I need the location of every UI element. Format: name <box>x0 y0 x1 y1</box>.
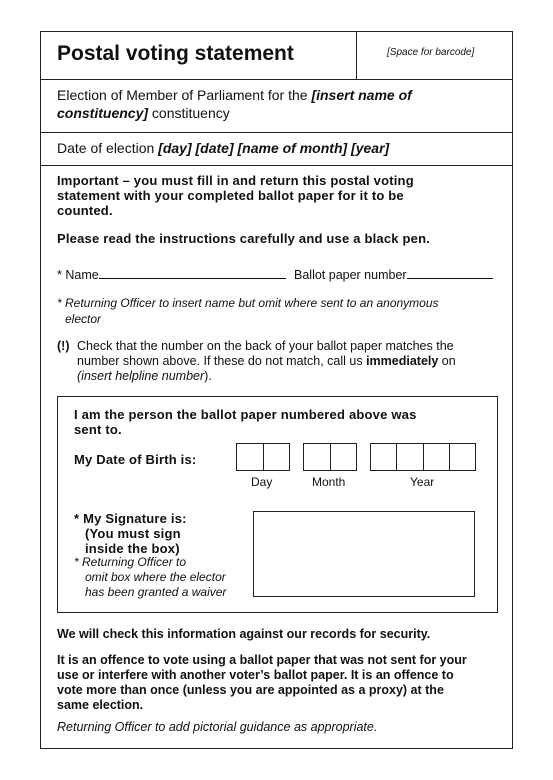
important-line-1: Important – you must fill in and return this postal voting <box>57 173 414 188</box>
offence-line-3: vote more than once (unless you are appointed as a proxy) at the <box>57 683 444 697</box>
pictorial-guidance-note: Returning Officer to add pictorial guidance as appropriate. <box>57 720 378 734</box>
date-placeholder: [day] [date] [name of month] [year] <box>158 140 390 156</box>
barcode-placeholder: [Space for barcode] <box>387 47 475 58</box>
signature-hint-1: (You must sign <box>85 526 181 541</box>
ballot-number-line[interactable] <box>407 266 493 279</box>
election-line-1: Election of Member of Parliament for the [insert name of <box>57 87 412 103</box>
instructions: Please read the instructions carefully and use a black pen. <box>57 231 431 246</box>
constituency-placeholder: [insert name of <box>311 87 412 103</box>
dob-month-digit[interactable] <box>304 444 331 470</box>
name-label: * Name <box>57 268 99 282</box>
dob-year-digit[interactable] <box>371 444 397 470</box>
ro-note-line-2: elector <box>65 312 102 326</box>
ro-signature-note-3: has been granted a waiver <box>85 585 227 599</box>
election-date: Date of election [day] [date] [name of month] [year] <box>57 140 390 156</box>
dob-day-boxes[interactable] <box>236 443 290 471</box>
identity-box <box>57 396 498 613</box>
check-line-3: (insert helpline number). <box>77 369 212 383</box>
name-line[interactable] <box>99 266 286 279</box>
signature-label: * My Signature is: <box>74 511 187 526</box>
ro-note-line-1: * Returning Officer to insert name but omit where sent to an anonymous <box>57 296 439 310</box>
dob-month-boxes[interactable] <box>303 443 357 471</box>
security-notice: We will check this information against our records for security. <box>57 627 431 641</box>
dob-year-digit[interactable] <box>450 444 475 470</box>
offence-line-4: same election. <box>57 698 144 712</box>
dob-day-label: Day <box>251 475 273 489</box>
warning-marker: (!) <box>57 339 70 353</box>
ro-signature-note-1: * Returning Officer to <box>74 555 187 569</box>
dob-year-digit[interactable] <box>397 444 423 470</box>
header-row <box>41 32 512 80</box>
dob-month-digit[interactable] <box>331 444 357 470</box>
page-title: Postal voting statement <box>57 42 294 65</box>
signature-box[interactable] <box>253 511 475 597</box>
dob-year-boxes[interactable] <box>370 443 476 471</box>
postal-voting-statement-form <box>40 31 513 749</box>
check-line-2: number shown above. If these do not match, call us immediately on <box>77 354 456 368</box>
barcode-area <box>356 32 513 79</box>
dob-month-label: Month <box>312 475 346 489</box>
identity-statement-1: I am the person the ballot paper numbered above was <box>74 407 417 422</box>
important-line-2: statement with your completed ballot paper for it to be <box>57 188 404 203</box>
dob-year-label: Year <box>410 475 435 489</box>
signature-hint-2: inside the box) <box>85 541 180 556</box>
check-line-1: Check that the number on the back of your ballot paper matches the <box>77 339 454 353</box>
dob-day-digit[interactable] <box>264 444 290 470</box>
dob-day-digit[interactable] <box>237 444 264 470</box>
identity-statement-2: sent to. <box>74 422 122 437</box>
dob-label: My Date of Birth is: <box>74 452 197 467</box>
election-row <box>41 79 512 133</box>
offence-line-2: use or interfere with another voter’s ballot paper. It is an offence to <box>57 668 454 682</box>
name-field[interactable] <box>57 266 286 283</box>
ballot-number-label: Ballot paper number <box>294 268 407 282</box>
dob-year-digit[interactable] <box>424 444 450 470</box>
election-date-row <box>41 132 512 166</box>
ballot-number-field[interactable] <box>294 266 493 283</box>
ro-signature-note-2: omit box where the elector <box>85 570 226 584</box>
election-line-2: constituency] constituency <box>57 105 230 121</box>
helpline-placeholder: (insert helpline number <box>77 369 205 383</box>
offence-line-1: It is an offence to vote using a ballot paper that was not sent for your <box>57 653 467 667</box>
important-line-3: counted. <box>57 203 113 218</box>
